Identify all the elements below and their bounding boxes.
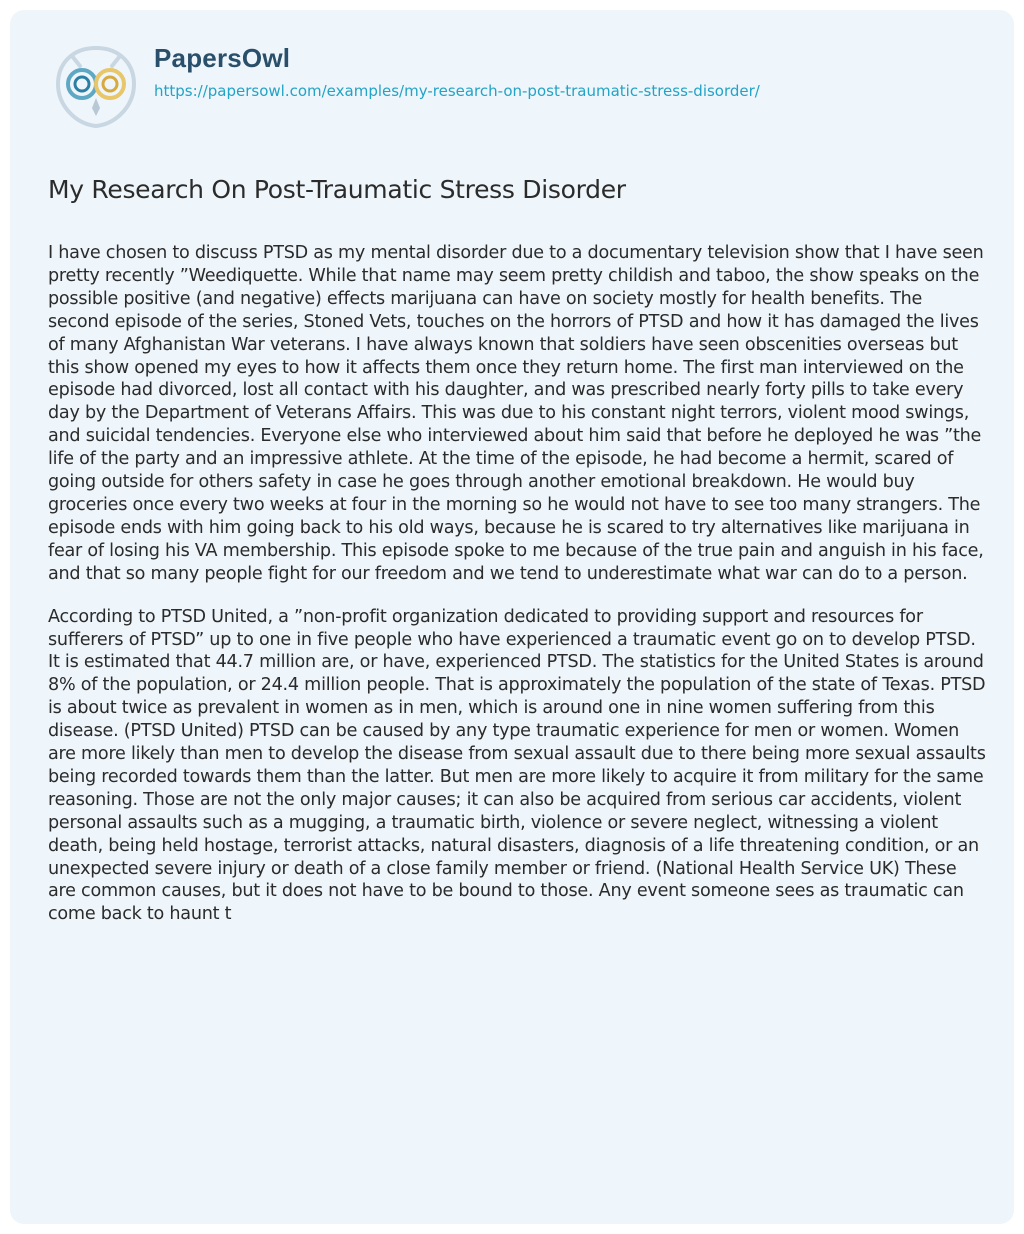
source-url-link[interactable]: https://papersowl.com/examples/my-research-on-post-traumatic-stress-disorder/	[154, 82, 760, 100]
header	[50, 40, 760, 132]
document-card	[10, 10, 1014, 1224]
article-body	[48, 242, 988, 946]
brand-block	[154, 40, 760, 100]
page-title: My Research On Post-Traumatic Stress Disorder	[48, 175, 626, 204]
paragraph: I have chosen to discuss PTSD as my mental disorder due to a documentary television show that I have seen pretty recently ”Weediquette. While that name may seem pretty childish and taboo, the show speaks on the possible positive (and negative) effects marijuana can have on society mostly for health benefits. The second episode of the series, Stoned Vets, touches on the horrors of PTSD and how it has damaged the lives of many Afghanistan War veterans. I have always known that soldiers have seen obscenities overseas but this show opened my eyes to how it affects them once they return home. The first man interviewed on the episode had divorced, lost all contact with his daughter, and was prescribed nearly forty pills to take every day by the Department of Veterans Affairs. This was due to his constant night terrors, violent mood swings, and suicidal tendencies. Everyone else who interviewed about him said that before he deployed he was ”the life of the party and an impressive athlete. At the time of the episode, he had become a hermit, scared of going outside for others safety in case he goes through another emotional breakdown. He would buy groceries once every two weeks at four in the morning so he would not have to see too many strangers. The episode ends with him going back to his old ways, because he is scared to try alternatives like marijuana in fear of losing his VA membership. This episode spoke to me because of the true pain and anguish in his face, and that so many people fight for our freedom and we tend to underestimate what war can do to a person.	[48, 243, 984, 584]
brand-name: PapersOwl	[154, 43, 291, 73]
paragraph: According to PTSD United, a ”non-profit organization dedicated to providing support and resources for sufferers of PTSD” up to one in five people who have experienced a traumatic event go on to develop PTSD. It is estimated that 44.7 million are, or have, experienced PTSD. The statistics for the United States is around 8% of the population, or 24.4 million people. That is approximately the population of the state of Texas. PTSD is about twice as prevalent in women as in men, which is around one in nine women suffering from this disease. (PTSD United) PTSD can be caused by any type traumatic experience for men or women. Women are more likely than men to develop the disease from sexual assault due to there being more sexual assaults being recorded towards them than the latter. But men are more likely to acquire it from military for the same reasoning. Those are not the only major causes; it can also be acquired from serious car accidents, violent personal assaults such as a mugging, a traumatic birth, violence or severe neglect, witnessing a violent death, being held hostage, terrorist attacks, natural disasters, diagnosis of a life threatening condition, or an unexpected severe injury or death of a close family member or friend. (National Health Service UK) These are common causes, but it does not have to be bound to those. Any event someone sees as traumatic can come back to haunt t	[48, 606, 986, 925]
owl-logo-icon	[50, 40, 142, 132]
